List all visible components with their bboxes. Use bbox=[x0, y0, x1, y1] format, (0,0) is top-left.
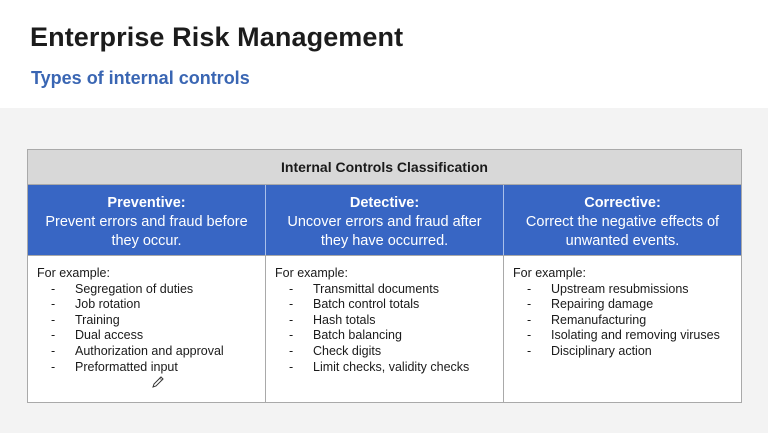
column-header-corrective bbox=[504, 185, 741, 255]
column-desc: unwanted events. bbox=[565, 233, 680, 249]
list-item: - Segregation of duties bbox=[37, 282, 265, 298]
column-header-preventive bbox=[28, 185, 266, 255]
column-body-preventive bbox=[28, 255, 266, 403]
list-item: - Repairing damage bbox=[513, 297, 741, 313]
pen-cursor-icon bbox=[151, 375, 165, 389]
column-type: Corrective: bbox=[584, 195, 661, 211]
list-item: - Transmittal documents bbox=[275, 282, 503, 298]
list-item: - Limit checks, validity checks bbox=[275, 360, 503, 376]
list-item: - Batch balancing bbox=[275, 328, 503, 344]
list-item: - Preformatted input bbox=[37, 360, 265, 376]
examples-list bbox=[37, 282, 265, 376]
list-item: - Dual access bbox=[37, 328, 265, 344]
examples-intro: For example: bbox=[275, 266, 348, 280]
column-desc: Uncover errors and fraud after bbox=[287, 214, 482, 230]
table-header: Internal Controls Classification bbox=[28, 150, 741, 185]
list-item: - Batch control totals bbox=[275, 297, 503, 313]
column-desc: they occur. bbox=[111, 233, 182, 249]
list-item: - Job rotation bbox=[37, 297, 265, 313]
column-header-detective bbox=[266, 185, 504, 255]
list-item: - Remanufacturing bbox=[513, 313, 741, 329]
list-item: - Disciplinary action bbox=[513, 344, 741, 360]
column-type: Detective: bbox=[349, 195, 420, 211]
slide-header bbox=[0, 0, 768, 108]
controls-table bbox=[27, 149, 742, 403]
list-item: - Upstream resubmissions bbox=[513, 282, 741, 298]
column-type: Preventive: bbox=[107, 195, 186, 211]
list-item: - Authorization and approval bbox=[37, 344, 265, 360]
slide-title: Enterprise Risk Management bbox=[30, 22, 404, 52]
column-headers bbox=[28, 185, 741, 255]
slide-subtitle: Types of internal controls bbox=[31, 68, 250, 88]
examples-intro: For example: bbox=[37, 266, 110, 280]
list-item: - Training bbox=[37, 313, 265, 329]
column-desc: Correct the negative effects of bbox=[525, 214, 720, 230]
list-item: - Hash totals bbox=[275, 313, 503, 329]
column-desc: Prevent errors and fraud before bbox=[45, 214, 248, 230]
examples-list bbox=[275, 282, 503, 376]
column-bodies bbox=[28, 255, 741, 403]
column-body-corrective bbox=[504, 255, 741, 403]
list-item: - Check digits bbox=[275, 344, 503, 360]
column-body-detective bbox=[266, 255, 504, 403]
examples-intro: For example: bbox=[513, 266, 586, 280]
column-desc: they have occurred. bbox=[320, 233, 449, 249]
list-item: - Isolating and removing viruses bbox=[513, 328, 741, 344]
examples-list bbox=[513, 282, 741, 360]
